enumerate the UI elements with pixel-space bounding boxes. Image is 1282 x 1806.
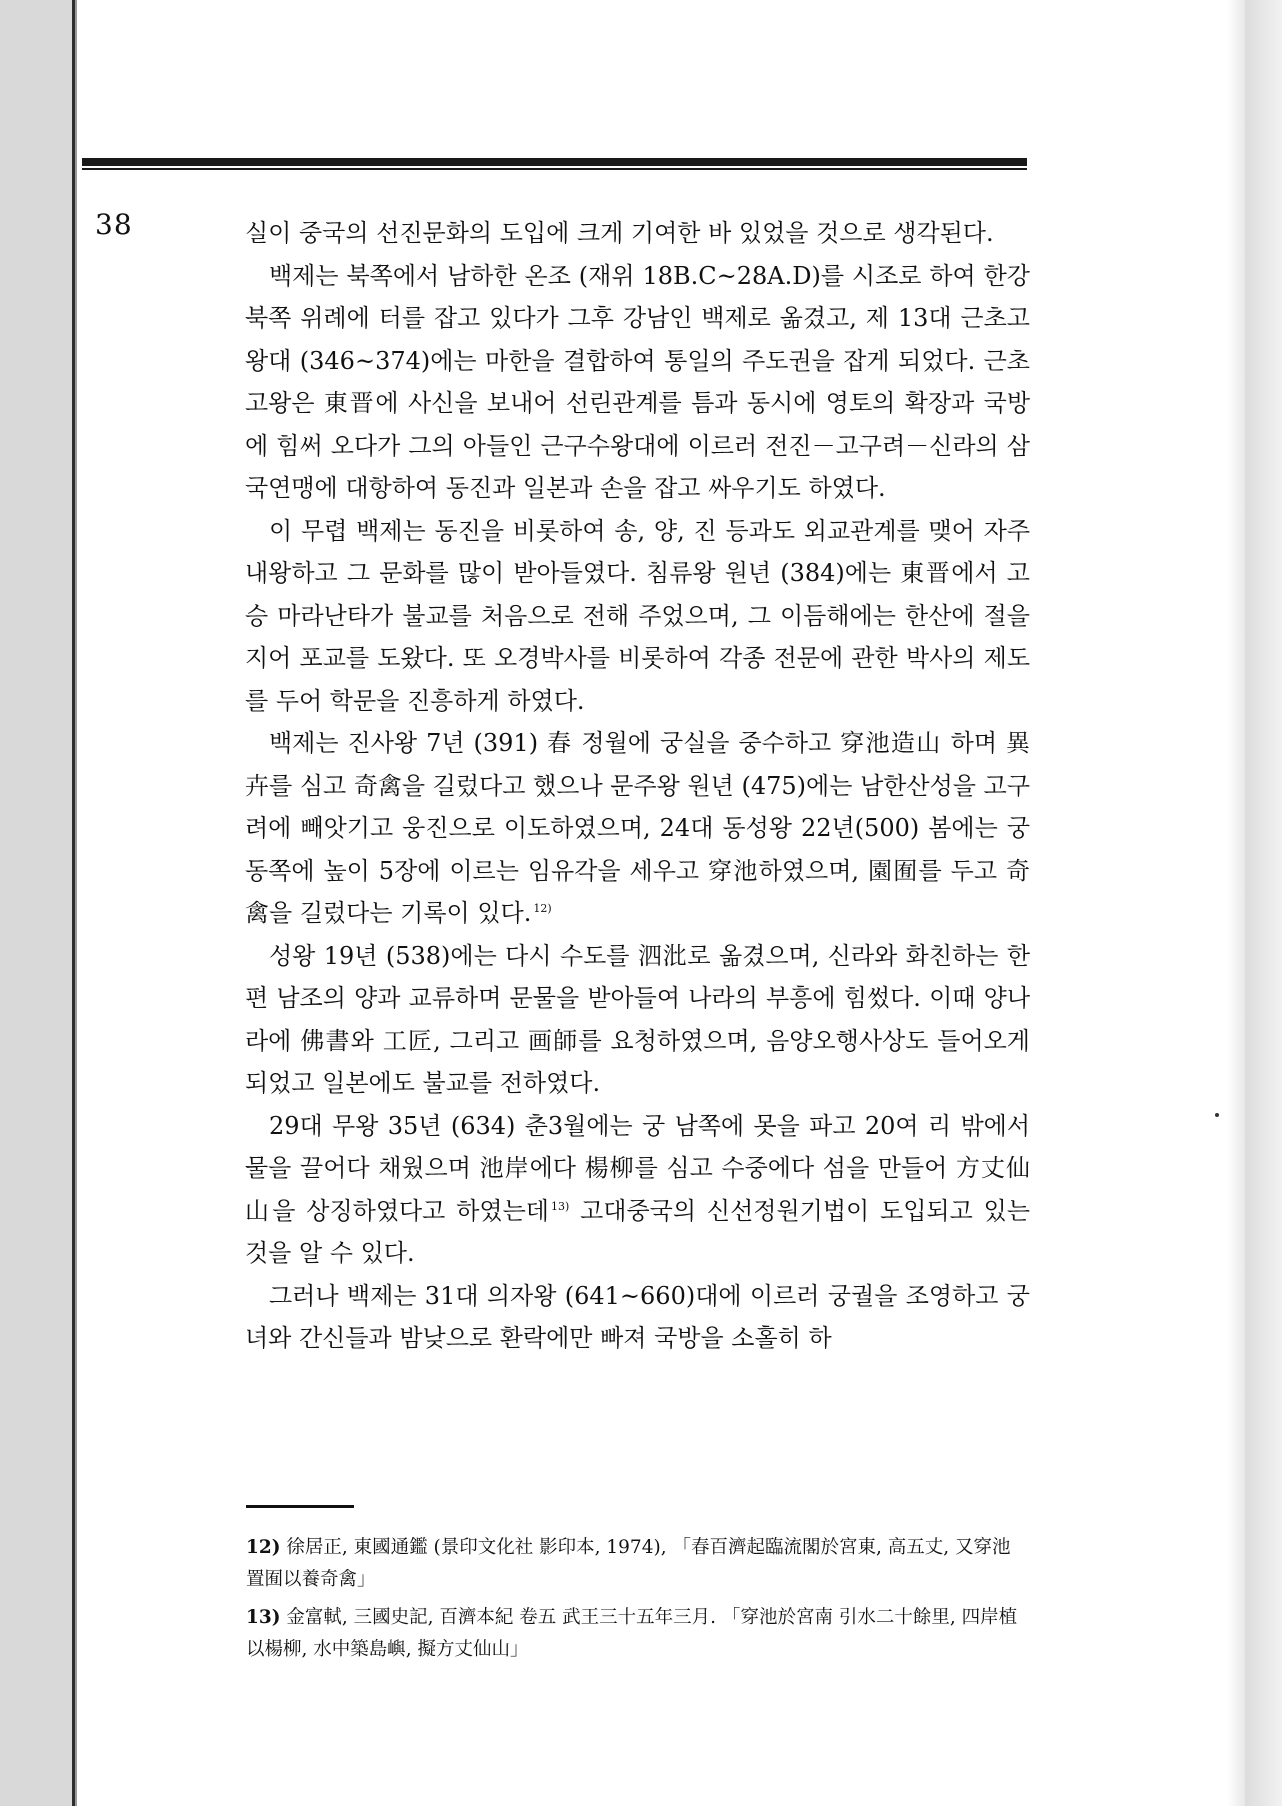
header-rule-thick [82,158,1027,166]
footnote-text: 金富軾, 三國史記, 百濟本紀 卷五 武王三十五年三月. 「穿池於宮南 引水二十餘里, 四岸植以楊柳, 水中築島嶼, 擬方丈仙山」 [246,1607,1018,1660]
paragraph-palace-ponds-text: 백제는 진사왕 7년 (391) 春 정월에 궁실을 중수하고 穿池造山 하며 異卉를 심고 奇禽을 길렀다고 했으나 문주왕 원년 (475)에는 남한산성을 고구려에 빼앗기고 웅진으로 이도하였으며, 24대 동성왕 22년(500) 봄에는 궁 동쪽에 높이 5장에 이르는 임유각을 세우고 穿池하였으며, 園囿를 두고 奇禽을 길렀다는 기록이 있다. [245,729,1030,927]
paragraph-mu-king-pond [245,1105,1030,1275]
right-margin [1245,0,1282,1806]
paragraph-mu-king-pond-text: 29대 무왕 35년 (634) 춘3월에는 궁 남쪽에 못을 파고 20여 리 밖에서 물을 끌어다 채웠으며 池岸에다 楊柳를 심고 수중에다 섬을 만들어 方丈仙山을 상징하였다고 하였는데 [245,1111,1030,1225]
footnote-12 [246,1532,1030,1596]
paragraph-foreign-relations: 이 무렵 백제는 동진을 비롯하여 송, 양, 진 등과도 외교관계를 맺어 자주 내왕하고 그 문화를 많이 받아들였다. 침류왕 원년 (384)에는 東晋에서 고승 마라난타가 불교를 처음으로 전해 주었으며, 그 이듬해에는 한산에 절을 지어 포교를 도왔다. 또 오경박사를 비롯하여 각종 전문에 관한 박사의 제도를 두어 학문을 진흥하게 하였다. [245,516,1030,715]
body-text [245,212,1030,1360]
header-rule-thin [82,168,1027,170]
footnotes [246,1532,1030,1672]
footnote-number: 12) [246,1537,281,1558]
paragraph-sabi-capital: 성왕 19년 (538)에는 다시 수도를 泗沘로 옮겼으며, 신라와 화친하는 한편 남조의 양과 교류하며 문물을 받아들여 나라의 부흥에 힘썼다. 이때 양나라에 佛書와 工匠, 그리고 画師를 요청하였으며, 음양오행사상도 들어오게 되었고 일본에도 불교를 전하였다. [245,941,1030,1097]
paragraph-mu-king-pond-tail: 고대중국의 신선정원기법이 도입되고 있는 것을 알 수 있다. [245,1196,1030,1267]
footnote-rule [246,1505,354,1508]
page-number: 38 [95,208,133,241]
footnote-number: 13) [246,1607,281,1628]
header-rule [82,158,1027,170]
scan-speck [1215,1113,1219,1117]
paragraph-baekje-founding: 백제는 북쪽에서 남하한 온조 (재위 18B.C~28A.D)를 시조로 하여 한강 북쪽 위례에 터를 잡고 있다가 그후 강남인 백제로 옮겼고, 제 13대 근초고왕대 (346~374)에는 마한을 결합하여 통일의 주도권을 잡게 되었다. 근초고왕은 東晋에 사신을 보내어 선린관계를 틈과 동시에 영토의 확장과 국방에 힘써 오다가 그의 아들인 근구수왕대에 이르러 전진－고구려－신라의 삼국연맹에 대항하여 동진과 일본과 손을 잡고 싸우기도 하였다. [245,261,1030,502]
paragraph-continuation: 실이 중국의 선진문화의 도입에 크게 기여한 바 있었을 것으로 생각된다. [245,219,994,247]
paragraph-palace-ponds [245,722,1030,935]
footnote-text: 徐居正, 東國通鑑 (景印文化社 影印本, 1974), 「春百濟起臨流閣於宮東, 高五丈, 又穿池 置囿以養奇禽」 [246,1537,1011,1590]
footnote-ref-12: 12) [533,902,552,915]
footnote-13 [246,1602,1030,1666]
paragraph-uija-king: 그러나 백제는 31대 의자왕 (641~660)대에 이르러 궁궐을 조영하고 궁녀와 간신들과 밤낮으로 환락에만 빠져 국방을 소홀히 하 [245,1281,1030,1352]
footnote-ref-13: 13) [550,1199,570,1213]
